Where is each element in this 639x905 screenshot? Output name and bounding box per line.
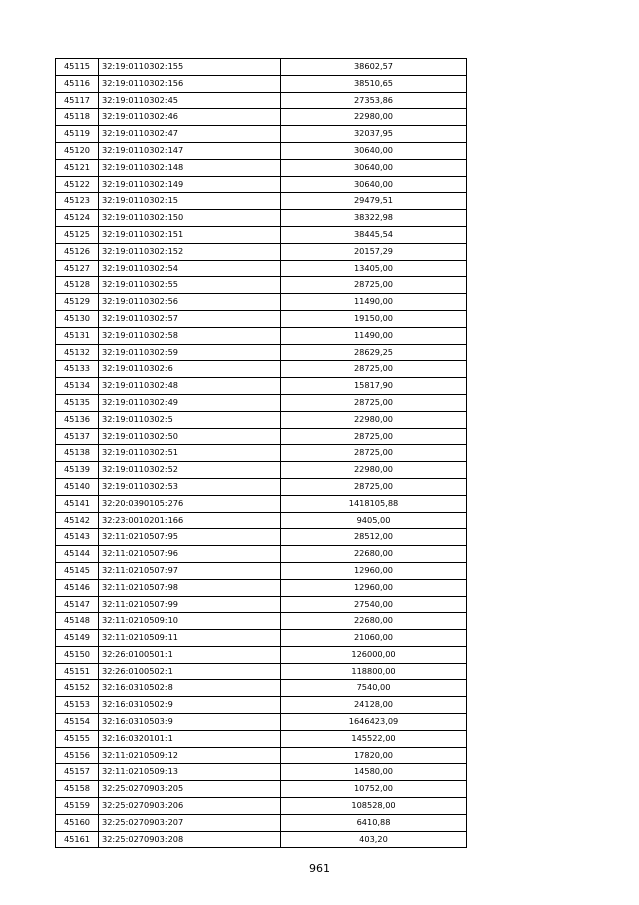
table-row: [56, 831, 467, 848]
row-number-cell: 45143: [56, 529, 99, 546]
cadastral-number-cell: 32:19:0110302:53: [99, 478, 281, 495]
table-row: [56, 781, 467, 798]
cadastral-value-cell: 38445,54: [281, 226, 467, 243]
table-row: [56, 109, 467, 126]
table-row: [56, 546, 467, 563]
table-row: [56, 226, 467, 243]
cadastral-value-cell: 22980,00: [281, 411, 467, 428]
cadastral-number-cell: 32:25:0270903:205: [99, 781, 281, 798]
cadastral-number-cell: 32:19:0110302:152: [99, 243, 281, 260]
cadastral-number-cell: 32:11:0210507:98: [99, 579, 281, 596]
row-number-cell: 45145: [56, 562, 99, 579]
table-row: [56, 327, 467, 344]
table-row: [56, 747, 467, 764]
cadastral-value-cell: 28725,00: [281, 428, 467, 445]
cadastral-number-cell: 32:19:0110302:47: [99, 126, 281, 143]
cadastral-value-cell: 28725,00: [281, 478, 467, 495]
table-row: [56, 176, 467, 193]
table-row: [56, 210, 467, 227]
table-row: [56, 579, 467, 596]
table-row: [56, 159, 467, 176]
cadastral-value-cell: 30640,00: [281, 159, 467, 176]
cadastral-value-cell: 108528,00: [281, 798, 467, 815]
cadastre-value-table: [55, 58, 467, 848]
row-number-cell: 45129: [56, 294, 99, 311]
cadastral-value-cell: 32037,95: [281, 126, 467, 143]
cadastral-number-cell: 32:25:0270903:206: [99, 798, 281, 815]
cadastral-value-cell: 38322,98: [281, 210, 467, 227]
cadastral-value-cell: 403,20: [281, 831, 467, 848]
table-row: [56, 277, 467, 294]
cadastral-number-cell: 32:11:0210509:12: [99, 747, 281, 764]
cadastral-value-cell: 22980,00: [281, 109, 467, 126]
row-number-cell: 45115: [56, 59, 99, 76]
row-number-cell: 45121: [56, 159, 99, 176]
cadastral-value-cell: 10752,00: [281, 781, 467, 798]
cadastral-number-cell: 32:11:0210509:13: [99, 764, 281, 781]
row-number-cell: 45118: [56, 109, 99, 126]
cadastral-number-cell: 32:20:0390105:276: [99, 495, 281, 512]
table-row: [56, 75, 467, 92]
table-row: [56, 630, 467, 647]
row-number-cell: 45125: [56, 226, 99, 243]
cadastral-value-cell: 22680,00: [281, 546, 467, 563]
table-row: [56, 344, 467, 361]
table-row: [56, 462, 467, 479]
cadastral-value-cell: 11490,00: [281, 327, 467, 344]
cadastral-value-cell: 145522,00: [281, 730, 467, 747]
table-row: [56, 92, 467, 109]
cadastral-value-cell: 22680,00: [281, 613, 467, 630]
table-row: [56, 495, 467, 512]
table-row: [56, 646, 467, 663]
row-number-cell: 45152: [56, 680, 99, 697]
row-number-cell: 45128: [56, 277, 99, 294]
cadastral-number-cell: 32:19:0110302:51: [99, 445, 281, 462]
cadastral-number-cell: 32:19:0110302:148: [99, 159, 281, 176]
row-number-cell: 45123: [56, 193, 99, 210]
row-number-cell: 45141: [56, 495, 99, 512]
cadastral-number-cell: 32:19:0110302:149: [99, 176, 281, 193]
row-number-cell: 45161: [56, 831, 99, 848]
row-number-cell: 45153: [56, 697, 99, 714]
row-number-cell: 45138: [56, 445, 99, 462]
cadastral-value-cell: 24128,00: [281, 697, 467, 714]
cadastral-value-cell: 38510,65: [281, 75, 467, 92]
cadastral-value-cell: 28725,00: [281, 394, 467, 411]
cadastral-number-cell: 32:11:0210509:10: [99, 613, 281, 630]
cadastral-number-cell: 32:16:0310503:9: [99, 714, 281, 731]
cadastral-number-cell: 32:11:0210509:11: [99, 630, 281, 647]
row-number-cell: 45140: [56, 478, 99, 495]
table-row: [56, 562, 467, 579]
row-number-cell: 45127: [56, 260, 99, 277]
table-row: [56, 512, 467, 529]
row-number-cell: 45136: [56, 411, 99, 428]
row-number-cell: 45117: [56, 92, 99, 109]
cadastral-value-cell: 12960,00: [281, 562, 467, 579]
cadastral-value-cell: 19150,00: [281, 310, 467, 327]
row-number-cell: 45130: [56, 310, 99, 327]
row-number-cell: 45146: [56, 579, 99, 596]
table-row: [56, 310, 467, 327]
row-number-cell: 45156: [56, 747, 99, 764]
page-number: 961: [309, 862, 330, 875]
table-row: [56, 714, 467, 731]
table-row: [56, 260, 467, 277]
cadastral-number-cell: 32:19:0110302:55: [99, 277, 281, 294]
table-row: [56, 361, 467, 378]
row-number-cell: 45144: [56, 546, 99, 563]
cadastral-number-cell: 32:11:0210507:97: [99, 562, 281, 579]
table-row: [56, 59, 467, 76]
cadastral-number-cell: 32:19:0110302:58: [99, 327, 281, 344]
cadastral-value-cell: 21060,00: [281, 630, 467, 647]
cadastral-value-cell: 30640,00: [281, 142, 467, 159]
table-row: [56, 814, 467, 831]
row-number-cell: 45158: [56, 781, 99, 798]
row-number-cell: 45142: [56, 512, 99, 529]
cadastral-number-cell: 32:11:0210507:99: [99, 596, 281, 613]
row-number-cell: 45119: [56, 126, 99, 143]
cadastral-number-cell: 32:19:0110302:54: [99, 260, 281, 277]
cadastral-number-cell: 32:19:0110302:56: [99, 294, 281, 311]
cadastral-value-cell: 14580,00: [281, 764, 467, 781]
cadastral-number-cell: 32:19:0110302:50: [99, 428, 281, 445]
table-row: [56, 663, 467, 680]
cadastral-number-cell: 32:19:0110302:59: [99, 344, 281, 361]
row-number-cell: 45126: [56, 243, 99, 260]
cadastral-value-cell: 28725,00: [281, 277, 467, 294]
cadastral-number-cell: 32:25:0270903:207: [99, 814, 281, 831]
table-row: [56, 764, 467, 781]
cadastral-number-cell: 32:16:0310502:8: [99, 680, 281, 697]
cadastral-value-cell: 28629,25: [281, 344, 467, 361]
cadastral-value-cell: 28512,00: [281, 529, 467, 546]
cadastral-value-cell: 1418105,88: [281, 495, 467, 512]
cadastral-value-cell: 30640,00: [281, 176, 467, 193]
table-row: [56, 529, 467, 546]
row-number-cell: 45134: [56, 378, 99, 395]
cadastral-number-cell: 32:19:0110302:147: [99, 142, 281, 159]
cadastral-number-cell: 32:11:0210507:95: [99, 529, 281, 546]
cadastral-number-cell: 32:16:0310502:9: [99, 697, 281, 714]
cadastral-value-cell: 38602,57: [281, 59, 467, 76]
cadastral-number-cell: 32:11:0210507:96: [99, 546, 281, 563]
table-body: [56, 59, 467, 848]
cadastral-value-cell: 17820,00: [281, 747, 467, 764]
table-row: [56, 697, 467, 714]
cadastral-value-cell: 27540,00: [281, 596, 467, 613]
table-row: [56, 142, 467, 159]
cadastral-number-cell: 32:19:0110302:15: [99, 193, 281, 210]
cadastral-number-cell: 32:19:0110302:6: [99, 361, 281, 378]
row-number-cell: 45133: [56, 361, 99, 378]
table-row: [56, 613, 467, 630]
table-row: [56, 798, 467, 815]
cadastral-number-cell: 32:19:0110302:57: [99, 310, 281, 327]
row-number-cell: 45160: [56, 814, 99, 831]
cadastral-number-cell: 32:26:0100501:1: [99, 646, 281, 663]
row-number-cell: 45135: [56, 394, 99, 411]
row-number-cell: 45159: [56, 798, 99, 815]
cadastral-value-cell: 1646423,09: [281, 714, 467, 731]
cadastral-number-cell: 32:19:0110302:48: [99, 378, 281, 395]
table-row: [56, 730, 467, 747]
row-number-cell: 45151: [56, 663, 99, 680]
cadastral-number-cell: 32:19:0110302:45: [99, 92, 281, 109]
cadastral-number-cell: 32:26:0100502:1: [99, 663, 281, 680]
row-number-cell: 45150: [56, 646, 99, 663]
cadastral-value-cell: 6410,88: [281, 814, 467, 831]
row-number-cell: 45122: [56, 176, 99, 193]
table-row: [56, 294, 467, 311]
table-row: [56, 478, 467, 495]
row-number-cell: 45137: [56, 428, 99, 445]
row-number-cell: 45131: [56, 327, 99, 344]
cadastral-value-cell: 7540,00: [281, 680, 467, 697]
table-row: [56, 378, 467, 395]
cadastral-value-cell: 15817,90: [281, 378, 467, 395]
cadastral-value-cell: 12960,00: [281, 579, 467, 596]
table-row: [56, 126, 467, 143]
cadastral-number-cell: 32:19:0110302:151: [99, 226, 281, 243]
cadastral-number-cell: 32:25:0270903:208: [99, 831, 281, 848]
cadastral-value-cell: 11490,00: [281, 294, 467, 311]
cadastral-number-cell: 32:19:0110302:46: [99, 109, 281, 126]
table-row: [56, 193, 467, 210]
cadastral-number-cell: 32:19:0110302:150: [99, 210, 281, 227]
table-row: [56, 243, 467, 260]
table-row: [56, 680, 467, 697]
table-row: [56, 394, 467, 411]
cadastral-value-cell: 20157,29: [281, 243, 467, 260]
cadastral-number-cell: 32:23:0010201:166: [99, 512, 281, 529]
cadastral-value-cell: 126000,00: [281, 646, 467, 663]
cadastral-value-cell: 118800,00: [281, 663, 467, 680]
row-number-cell: 45116: [56, 75, 99, 92]
table-row: [56, 428, 467, 445]
cadastral-number-cell: 32:19:0110302:52: [99, 462, 281, 479]
cadastral-value-cell: 28725,00: [281, 361, 467, 378]
row-number-cell: 45155: [56, 730, 99, 747]
cadastral-value-cell: 28725,00: [281, 445, 467, 462]
cadastral-number-cell: 32:19:0110302:49: [99, 394, 281, 411]
row-number-cell: 45149: [56, 630, 99, 647]
cadastral-value-cell: 29479,51: [281, 193, 467, 210]
table-row: [56, 411, 467, 428]
row-number-cell: 45147: [56, 596, 99, 613]
table-row: [56, 596, 467, 613]
cadastral-value-cell: 22980,00: [281, 462, 467, 479]
row-number-cell: 45120: [56, 142, 99, 159]
cadastral-value-cell: 9405,00: [281, 512, 467, 529]
cadastral-number-cell: 32:19:0110302:156: [99, 75, 281, 92]
row-number-cell: 45139: [56, 462, 99, 479]
cadastral-value-cell: 27353,86: [281, 92, 467, 109]
cadastral-number-cell: 32:19:0110302:155: [99, 59, 281, 76]
table-row: [56, 445, 467, 462]
row-number-cell: 45124: [56, 210, 99, 227]
cadastral-number-cell: 32:16:0320101:1: [99, 730, 281, 747]
cadastral-value-cell: 13405,00: [281, 260, 467, 277]
row-number-cell: 45148: [56, 613, 99, 630]
cadastral-number-cell: 32:19:0110302:5: [99, 411, 281, 428]
row-number-cell: 45132: [56, 344, 99, 361]
row-number-cell: 45154: [56, 714, 99, 731]
row-number-cell: 45157: [56, 764, 99, 781]
